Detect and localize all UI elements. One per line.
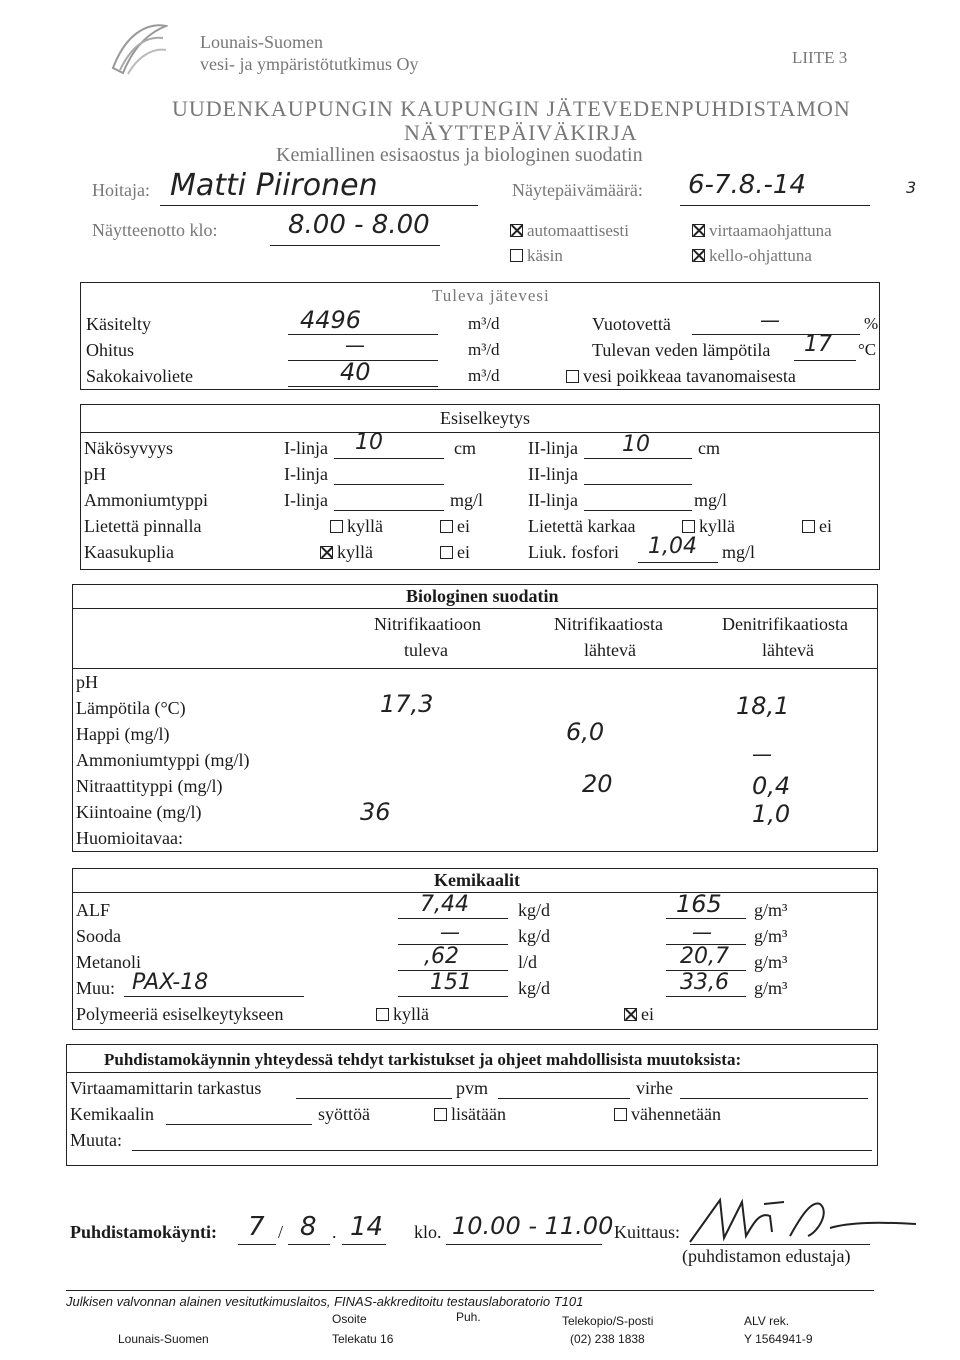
sludge-surface-label: Lietettä pinnalla: [84, 516, 202, 536]
flow-controlled-checkbox[interactable]: [692, 224, 705, 237]
error-label: virhe: [636, 1078, 673, 1098]
visit-time-label: klo.: [414, 1222, 442, 1242]
col-denitrification-out: Denitrifikaatiosta: [722, 614, 848, 634]
sampling-time-label: Näytteenotto klo:: [92, 220, 218, 240]
visit-month[interactable]: 8: [300, 1212, 317, 1242]
bio-temp-denit-value[interactable]: 18,1: [736, 692, 790, 720]
col-nitrification-in: Nitrifikaatioon: [374, 614, 481, 634]
col-nitrification-out: Nitrifikaatiosta: [554, 614, 663, 634]
methanol-dose-unit: l/d: [518, 952, 538, 972]
septic-sludge-value[interactable]: 40: [340, 358, 371, 386]
alf-conc-unit: g/m³: [754, 900, 788, 920]
soda-concentration[interactable]: —: [692, 920, 712, 944]
leak-water-label: Vuotovettä: [592, 314, 671, 334]
checks-heading: Puhdistamokäynnin yhteydessä tehdyt tarkistukset ja ohjeet mahdollisista muutoksista:: [104, 1050, 742, 1069]
bio-nitrate-denit-value[interactable]: 0,4: [752, 772, 791, 800]
other-chemical-dose[interactable]: 151: [430, 970, 472, 995]
sludge-surface-no[interactable]: [440, 516, 470, 537]
clock-controlled-label: kello-ohjattuna: [709, 246, 812, 265]
yes-label: kyllä: [393, 1004, 429, 1024]
document-title: UUDENKAUPUNGIN KAUPUNGIN JÄTEVEDENPUHDISTAMON: [172, 96, 851, 121]
visibility-line2-label: II-linja: [528, 438, 578, 458]
visibility-depth-label: Näkösyvyys: [84, 438, 173, 458]
abnormal-water-checkbox[interactable]: [566, 370, 579, 383]
visit-day[interactable]: 7: [248, 1212, 265, 1242]
ph-label: pH: [84, 464, 106, 484]
abnormal-water-option[interactable]: [566, 366, 796, 387]
sludge-escape-label: Lietettä karkaa: [528, 516, 636, 536]
other-notes-label: Muuta:: [70, 1130, 122, 1150]
date-separator: /: [278, 1222, 284, 1242]
sample-date-label: Näytepäivämäärä:: [512, 180, 643, 200]
gas-bubbles-no-checkbox[interactable]: [440, 546, 453, 559]
phosphorus-value[interactable]: 1,04: [648, 534, 697, 559]
methanol-concentration[interactable]: 20,7: [680, 944, 729, 969]
flow-controlled-label: virtaamaohjattuna: [709, 221, 832, 240]
alf-concentration[interactable]: 165: [676, 890, 722, 918]
ammonium-label: Ammoniumtyppi: [84, 490, 209, 510]
hoitaja-value[interactable]: Matti Piironen: [170, 168, 378, 203]
sludge-surface-yes[interactable]: [330, 516, 383, 537]
visit-year[interactable]: 14: [350, 1212, 384, 1242]
bypass-label: Ohitus: [86, 340, 135, 360]
other-concentration[interactable]: 33,6: [680, 970, 729, 995]
bypass-value[interactable]: —: [345, 333, 365, 357]
no-label: ei: [457, 516, 470, 536]
no-label: ei: [819, 516, 832, 536]
side-mark: 3: [906, 178, 917, 197]
bio-ammonium-denit-value[interactable]: —: [752, 742, 772, 766]
col-nitrification-in-sub: tuleva: [404, 640, 448, 660]
footer-phone: (02) 238 1838: [570, 1332, 645, 1346]
incoming-temp-unit: °C: [858, 340, 877, 359]
footer-address-label: Osoite: [332, 1312, 367, 1326]
treated-label: Käsitelty: [86, 314, 151, 334]
polymer-yes-checkbox[interactable]: [376, 1008, 389, 1021]
footer-phone-label: Puh.: [456, 1310, 481, 1324]
ammonium-line1-label: I-linja: [284, 490, 328, 510]
chemical-feed-label: Kemikaalin: [70, 1104, 154, 1124]
other-chemical-name[interactable]: PAX-18: [132, 970, 209, 995]
manual-checkbox[interactable]: [510, 249, 523, 262]
hoitaja-label: Hoitaja:: [92, 180, 150, 200]
attachment-label: LIITE 3: [792, 48, 848, 67]
polymer-no[interactable]: [624, 1004, 654, 1025]
polymer-no-checkbox[interactable]: [624, 1008, 637, 1021]
check-date-label: pvm: [456, 1078, 489, 1098]
treated-value[interactable]: 4496: [300, 306, 362, 334]
company-name: Lounais-Suomen: [200, 32, 323, 52]
visibility-line2-unit: cm: [698, 438, 720, 458]
signature-label: Kuittaus:: [614, 1222, 680, 1242]
sludge-surface-no-checkbox[interactable]: [440, 520, 453, 533]
polymer-yes[interactable]: [376, 1004, 429, 1025]
automatic-option[interactable]: [510, 221, 629, 241]
ammonium-line1-unit: mg/l: [450, 490, 484, 510]
alf-label: ALF: [76, 900, 111, 920]
polymer-label: Polymeeriä esiselkeytykseen: [76, 1004, 284, 1024]
septic-sludge-label: Sakokaivoliete: [86, 366, 193, 386]
yes-label: kyllä: [347, 516, 383, 536]
yes-label: kyllä: [699, 516, 735, 536]
biofilter-heading: Biologinen suodatin: [406, 586, 559, 606]
footer-address: Telekatu 16: [332, 1332, 394, 1346]
document-title-line2: NÄYTTEPÄIVÄKIRJA: [404, 120, 638, 145]
chemicals-heading: Kemikaalit: [434, 870, 520, 890]
alf-dose-unit: kg/d: [518, 900, 551, 920]
preclarification-heading: Esiselkeytys: [440, 408, 530, 428]
yes-label: kyllä: [337, 542, 373, 562]
septic-sludge-unit: m³/d: [468, 366, 500, 385]
no-label: ei: [457, 542, 470, 562]
company-logo: [108, 18, 168, 78]
incoming-temp-label: Tulevan veden lämpötila: [592, 340, 771, 360]
increase-checkbox[interactable]: [434, 1108, 447, 1121]
manual-label: käsin: [527, 246, 563, 265]
sludge-escape-yes-checkbox[interactable]: [682, 520, 695, 533]
flowmeter-check-label: Virtaamamittarin tarkastus: [70, 1078, 262, 1098]
soda-label: Sooda: [76, 926, 121, 946]
sampling-time-value[interactable]: 8.00 - 8.00: [288, 210, 430, 240]
other-dose-unit: kg/d: [518, 978, 551, 998]
decrease-label: vähennetään: [631, 1104, 721, 1124]
incoming-wastewater-heading: Tuleva jätevesi: [432, 286, 550, 305]
flow-controlled-option[interactable]: [692, 221, 832, 241]
decrease-option[interactable]: [614, 1104, 721, 1125]
bio-solids-denit-value[interactable]: 1,0: [752, 800, 791, 828]
signature[interactable]: [680, 1192, 920, 1248]
ph-line2-label: II-linja: [528, 464, 578, 484]
alf-dose[interactable]: 7,44: [420, 892, 469, 917]
company-name-line2: vesi- ja ympäristötutkimus Oy: [200, 54, 419, 74]
automatic-checkbox[interactable]: [510, 224, 523, 237]
col-nitrification-out-sub: lähtevä: [584, 640, 636, 660]
remarks-label: Huomioitavaa:: [76, 828, 183, 848]
footer-company: Lounais-Suomen: [118, 1332, 209, 1346]
gas-bubbles-no[interactable]: [440, 542, 470, 563]
treated-unit: m³/d: [468, 314, 500, 333]
clock-controlled-option[interactable]: [692, 246, 812, 266]
bio-nitrate-nit-value[interactable]: 20: [582, 770, 613, 798]
visit-label: Puhdistamokäynti:: [70, 1222, 218, 1242]
methanol-dose[interactable]: ,62: [424, 944, 459, 969]
increase-option[interactable]: [434, 1104, 506, 1125]
sample-date-value[interactable]: 6-7.8.-14: [688, 170, 807, 200]
decrease-checkbox[interactable]: [614, 1108, 627, 1121]
soda-conc-unit: g/m³: [754, 926, 788, 946]
bio-ph-label: pH: [76, 672, 98, 692]
ph-line1-label: I-linja: [284, 464, 328, 484]
bio-nitrate-label: Nitraattityppi (mg/l): [76, 776, 223, 796]
soda-dose-unit: kg/d: [518, 926, 551, 946]
other-chemical-label: Muu:: [76, 978, 116, 998]
col-denitrification-out-sub: lähtevä: [762, 640, 814, 660]
sludge-escape-no[interactable]: [802, 516, 832, 537]
visibility-line1-label: I-linja: [284, 438, 328, 458]
visit-time-value[interactable]: 10.00 - 11.00: [452, 1212, 614, 1240]
date-separator: .: [332, 1222, 337, 1242]
footer-fax-label: Telekopio/S-posti: [562, 1314, 654, 1328]
bio-temp-in-value[interactable]: 17,3: [380, 690, 434, 718]
bio-oxygen-nit-value[interactable]: 6,0: [566, 718, 605, 746]
other-conc-unit: g/m³: [754, 978, 788, 998]
visibility-line1-value[interactable]: 10: [355, 430, 383, 455]
ammonium-line2-unit: mg/l: [694, 490, 728, 510]
leak-water-value[interactable]: —: [760, 308, 780, 332]
sludge-surface-yes-checkbox[interactable]: [330, 520, 343, 533]
footer-vat-label: ALV rek.: [744, 1314, 790, 1328]
gas-bubbles-yes[interactable]: [320, 542, 373, 563]
gas-bubbles-yes-checkbox[interactable]: [320, 546, 333, 559]
phosphorus-label: Liuk. fosfori: [528, 542, 619, 562]
no-label: ei: [641, 1004, 654, 1024]
bio-solids-label: Kiintoaine (mg/l): [76, 802, 202, 822]
abnormal-water-label: vesi poikkeaa tavanomaisesta: [583, 366, 796, 386]
leak-water-unit: %: [864, 314, 879, 333]
visibility-line1-unit: cm: [454, 438, 476, 458]
bio-ammonium-label: Ammoniumtyppi (mg/l): [76, 750, 250, 770]
ammonium-line2-label: II-linja: [528, 490, 578, 510]
document-subtitle: Kemiallinen esisaostus ja biologinen suodatin: [276, 144, 643, 166]
automatic-label: automaattisesti: [527, 221, 629, 240]
incoming-temp-value[interactable]: 17: [804, 332, 832, 357]
sludge-escape-no-checkbox[interactable]: [802, 520, 815, 533]
clock-controlled-checkbox[interactable]: [692, 249, 705, 262]
footer-accreditation: Julkisen valvonnan alainen vesitutkimuslaitos, FINAS-akkreditoitu testauslaboratorio T101: [66, 1294, 584, 1309]
feed-label: syöttöä: [318, 1104, 370, 1124]
increase-label: lisätään: [451, 1104, 506, 1124]
bypass-unit: m³/d: [468, 340, 500, 359]
representative-caption: (puhdistamon edustaja): [682, 1246, 851, 1266]
bio-temp-label: Lämpötila (°C): [76, 698, 186, 718]
methanol-conc-unit: g/m³: [754, 952, 788, 972]
methanol-label: Metanoli: [76, 952, 141, 972]
visibility-line2-value[interactable]: 10: [622, 432, 650, 457]
bio-solids-in-value[interactable]: 36: [360, 798, 391, 826]
manual-option[interactable]: [510, 246, 563, 266]
gas-bubbles-label: Kaasukuplia: [84, 542, 174, 562]
phosphorus-unit: mg/l: [722, 542, 756, 562]
footer-business-id: Y 1564941-9: [744, 1332, 813, 1346]
bio-oxygen-label: Happi (mg/l): [76, 724, 170, 744]
soda-dose[interactable]: —: [440, 920, 460, 944]
